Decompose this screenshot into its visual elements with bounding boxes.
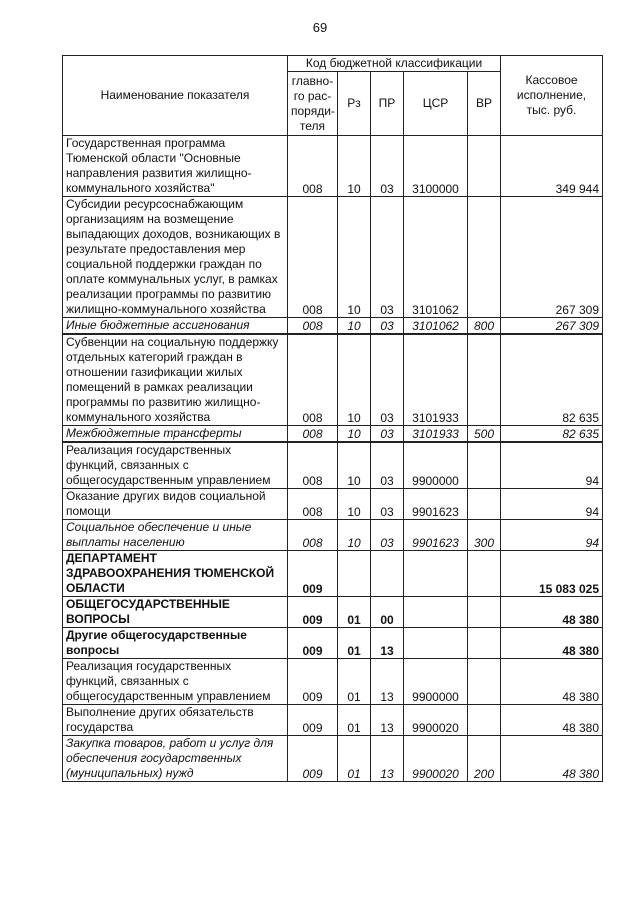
cell-csr: 9900020	[404, 736, 468, 782]
cell-grbs: 009	[288, 705, 338, 736]
cell-csr: 3101062	[404, 318, 468, 335]
cell-amount: 48 380	[501, 736, 603, 782]
cell-grbs: 009	[288, 628, 338, 659]
cell-amount: 15 083 025	[501, 551, 603, 597]
cell-csr: 9901623	[404, 520, 468, 551]
cell-vr	[468, 628, 501, 659]
cell-name: Иные бюджетные ассигнования	[63, 318, 288, 335]
cell-name: Оказание других видов социальной помощи	[63, 489, 288, 520]
cell-pr: 13	[371, 705, 404, 736]
cell-name: Другие общегосударственные вопросы	[63, 628, 288, 659]
cell-name: Реализация государственных функций, связанных с общегосударственным управлением	[63, 659, 288, 705]
cell-grbs: 008	[288, 489, 338, 520]
cell-csr	[404, 551, 468, 597]
cell-amount: 94	[501, 489, 603, 520]
cell-amount: 48 380	[501, 597, 603, 628]
table-row	[63, 705, 603, 736]
cell-name: Субсидии ресурсоснабжающим организациям на возмещение выпадающих доходов, возникающих в результате предоставления мер социальной поддержки граждан по оплате коммунальных услуг, в рамках реализации программы по развитию жилищно-коммунального хозяйства	[63, 197, 288, 318]
cell-pr: 00	[371, 597, 404, 628]
cell-pr	[371, 551, 404, 597]
cell-rz: 01	[338, 705, 371, 736]
table-row	[63, 136, 603, 197]
table-row	[63, 520, 603, 551]
cell-name: ОБЩЕГОСУДАРСТВЕННЫЕ ВОПРОСЫ	[63, 597, 288, 628]
cell-vr	[468, 659, 501, 705]
cell-amount: 82 635	[501, 426, 603, 443]
cell-grbs: 008	[288, 334, 338, 426]
table-row	[63, 318, 603, 335]
cell-name: ДЕПАРТАМЕНТ ЗДРАВООХРАНЕНИЯ ТЮМЕНСКОЙ ОБЛАСТИ	[63, 551, 288, 597]
header-rz: Рз	[338, 72, 371, 136]
cell-vr	[468, 136, 501, 197]
cell-pr: 03	[371, 442, 404, 489]
header-code-group: Код бюджетной классификации	[288, 56, 501, 72]
cell-pr: 03	[371, 334, 404, 426]
cell-pr: 03	[371, 489, 404, 520]
cell-vr	[468, 197, 501, 318]
table-row	[63, 659, 603, 705]
cell-name: Социальное обеспечение и иные выплаты населению	[63, 520, 288, 551]
cell-grbs: 008	[288, 442, 338, 489]
table-row	[63, 426, 603, 443]
cell-csr: 9900000	[404, 659, 468, 705]
budget-table	[62, 55, 603, 782]
table-row	[63, 628, 603, 659]
table-row	[63, 334, 603, 426]
cell-vr	[468, 551, 501, 597]
cell-amount: 94	[501, 520, 603, 551]
cell-name: Закупка товаров, работ и услуг для обеспечения государственных (муниципальных) нужд	[63, 736, 288, 782]
cell-rz: 10	[338, 442, 371, 489]
header-pr: ПР	[371, 72, 404, 136]
cell-vr	[468, 334, 501, 426]
cell-amount: 267 309	[501, 318, 603, 335]
cell-pr: 13	[371, 659, 404, 705]
table-row	[63, 442, 603, 489]
cell-pr: 13	[371, 736, 404, 782]
cell-name: Государственная программа Тюменской области "Основные направления развития жилищно-коммунального хозяйства"	[63, 136, 288, 197]
cell-grbs: 008	[288, 426, 338, 443]
cell-csr	[404, 628, 468, 659]
cell-rz: 10	[338, 318, 371, 335]
cell-grbs: 008	[288, 136, 338, 197]
table-row	[63, 197, 603, 318]
cell-amount: 48 380	[501, 628, 603, 659]
cell-amount: 82 635	[501, 334, 603, 426]
cell-name: Реализация государственных функций, связанных с общегосударственным управлением	[63, 442, 288, 489]
cell-grbs: 009	[288, 597, 338, 628]
cell-csr: 3101933	[404, 334, 468, 426]
cell-amount: 48 380	[501, 659, 603, 705]
cell-grbs: 008	[288, 197, 338, 318]
cell-rz: 10	[338, 334, 371, 426]
header-grbs: главно-го рас-поряди-теля	[288, 72, 338, 136]
table-row	[63, 489, 603, 520]
cell-rz: 10	[338, 136, 371, 197]
cell-vr: 200	[468, 736, 501, 782]
header-vr: ВР	[468, 72, 501, 136]
cell-pr: 03	[371, 318, 404, 335]
cell-rz	[338, 551, 371, 597]
cell-rz: 10	[338, 520, 371, 551]
cell-csr: 3101062	[404, 197, 468, 318]
cell-grbs: 008	[288, 520, 338, 551]
cell-csr: 3101933	[404, 426, 468, 443]
cell-amount: 94	[501, 442, 603, 489]
cell-rz: 10	[338, 197, 371, 318]
cell-csr: 3100000	[404, 136, 468, 197]
table-row	[63, 736, 603, 782]
cell-csr: 9900000	[404, 442, 468, 489]
cell-amount: 267 309	[501, 197, 603, 318]
cell-vr: 300	[468, 520, 501, 551]
cell-vr	[468, 597, 501, 628]
cell-vr	[468, 705, 501, 736]
cell-rz: 01	[338, 597, 371, 628]
cell-pr: 13	[371, 628, 404, 659]
cell-grbs: 008	[288, 318, 338, 335]
page-number: 69	[312, 20, 328, 35]
cell-amount: 48 380	[501, 705, 603, 736]
cell-vr	[468, 489, 501, 520]
cell-csr: 9900020	[404, 705, 468, 736]
cell-vr	[468, 442, 501, 489]
cell-grbs: 009	[288, 659, 338, 705]
header-csr: ЦСР	[404, 72, 468, 136]
cell-amount: 349 944	[501, 136, 603, 197]
header-amount: Кассовое исполнение, тыс. руб.	[501, 56, 603, 136]
cell-rz: 10	[338, 489, 371, 520]
cell-csr: 9901623	[404, 489, 468, 520]
cell-rz: 01	[338, 659, 371, 705]
cell-rz: 01	[338, 736, 371, 782]
cell-pr: 03	[371, 136, 404, 197]
cell-name: Межбюджетные трансферты	[63, 426, 288, 443]
header-name: Наименование показателя	[63, 56, 288, 136]
cell-vr: 800	[468, 318, 501, 335]
cell-name: Субвенции на социальную поддержку отдельных категорий граждан в отношении газификации жилых помещений в рамках реализации программы по развитию жилищно-коммунального хозяйства	[63, 334, 288, 426]
cell-grbs: 009	[288, 736, 338, 782]
cell-vr: 500	[468, 426, 501, 443]
cell-csr	[404, 597, 468, 628]
table-row	[63, 551, 603, 597]
cell-name: Выполнение других обязательств государства	[63, 705, 288, 736]
cell-pr: 03	[371, 520, 404, 551]
cell-rz: 01	[338, 628, 371, 659]
cell-rz: 10	[338, 426, 371, 443]
cell-pr: 03	[371, 426, 404, 443]
cell-pr: 03	[371, 197, 404, 318]
table-row	[63, 597, 603, 628]
cell-grbs: 009	[288, 551, 338, 597]
